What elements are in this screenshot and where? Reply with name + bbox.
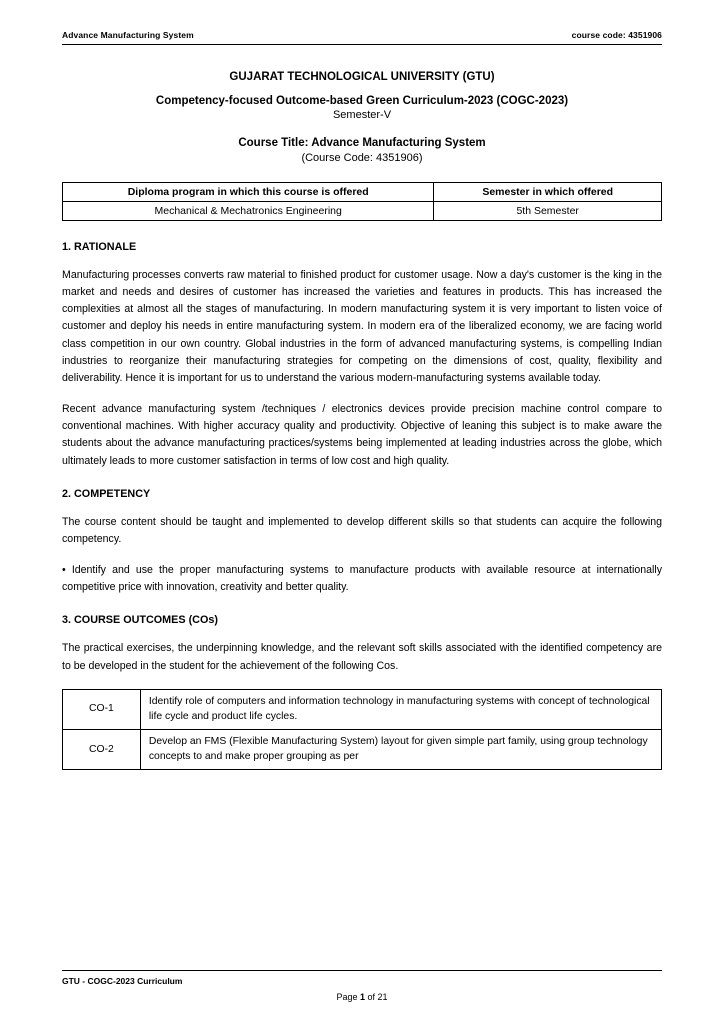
info-header-program: Diploma program in which this course is offered: [63, 183, 434, 202]
course-code: (Course Code: 4351906): [301, 152, 423, 164]
header-subject: Advance Manufacturing System: [62, 30, 194, 40]
co-id-1: CO-1: [63, 689, 141, 729]
course-title: Course Title: Advance Manufacturing System: [238, 137, 486, 149]
info-cell-program: Mechanical & Mechatronics Engineering: [63, 202, 434, 221]
table-row: [63, 202, 662, 221]
footer-curriculum-label: GTU - COGC-2023 Curriculum: [62, 976, 183, 986]
course-outcomes-table: [62, 689, 662, 770]
footer-divider: [62, 970, 662, 971]
co-id-2: CO-2: [63, 729, 141, 769]
info-header-semester: Semester in which offered: [434, 183, 662, 202]
heading-course-outcomes: 3. COURSE OUTCOMES (COs): [62, 614, 218, 627]
header-course-code: course code: 4351906: [571, 30, 662, 40]
running-footer: [62, 970, 662, 1006]
competency-paragraph-1: The course content should be taught and implemented to develop different skills so that students can acquire the following competency.: [62, 515, 662, 545]
program-info-table: [62, 182, 662, 221]
heading-competency: 2. COMPETENCY: [62, 487, 151, 500]
semester-label: Semester-V: [332, 109, 392, 121]
footer-page-current: 1: [359, 992, 365, 1002]
rationale-paragraph-2: Recent advance manufacturing system /techniques / electronics devices provide precision machine control compare to conventional machines. With higher accuracy quality and productivity. Objective of leaning this subject is to make aware the students about the advance manufacturing practices/systems being implemented at leading industries across the globe, which ultimately leads to more customer satisfaction in terms of low cost and high quality.: [62, 403, 662, 467]
course-outcomes-paragraph-1: The practical exercises, the underpinning knowledge, and the relevant soft skills associated with the identified competency are to be developed in the student for the achievement of the following Cos.: [62, 642, 662, 672]
co-text-2: Develop an FMS (Flexible Manufacturing System) layout for given simple part family, using group technology concepts to and make proper grouping as per: [140, 729, 661, 769]
university-name: GUJARAT TECHNOLOGICAL UNIVERSITY (GTU): [229, 71, 495, 83]
info-cell-semester: 5th Semester: [434, 202, 662, 221]
curriculum-name: Competency-focused Outcome-based Green Curriculum-2023 (COGC-2023): [155, 95, 569, 107]
heading-rationale: 1. RATIONALE: [62, 241, 137, 253]
table-row: [63, 729, 662, 769]
footer-page-total: 21: [377, 992, 388, 1002]
footer-page-prefix: Page: [336, 992, 358, 1002]
footer-page-number: [62, 992, 662, 1002]
title-block: [62, 71, 662, 164]
footer-page-of: of: [367, 992, 376, 1002]
co-text-1: Identify role of computers and information technology in manufacturing systems with concept of technological life cycle and product life cycles.: [140, 689, 661, 729]
competency-bullet-1: • Identify and use the proper manufacturing systems to manufacture products with available resource at internationally competitive price with innovation, creativity and better quality.: [62, 564, 662, 594]
table-row: [63, 183, 662, 202]
rationale-paragraph-1: Manufacturing processes converts raw material to finished product for customer usage. Now a day's customer is the king in the market and needs and desires of customer has increased the varieties and features in products. This has increased the complexities at almost all the stages of manufacturing. In modern manufacturing system it is very important to listen voice of customer and deploy his needs in entire manufacturing system. In modern era of the liberalized economy, we are facing world class competition in our own country. Global industries in the form of advanced manufacturing systems, is compelling Indian industries to reorganize their manufacturing strategies for competing on the dimensions of cost, quality, flexibility and deliverability. Hence it is important for us to understand the various modern-manufacturing systems available today.: [62, 269, 662, 384]
running-header: [62, 30, 662, 45]
table-row: [63, 689, 662, 729]
